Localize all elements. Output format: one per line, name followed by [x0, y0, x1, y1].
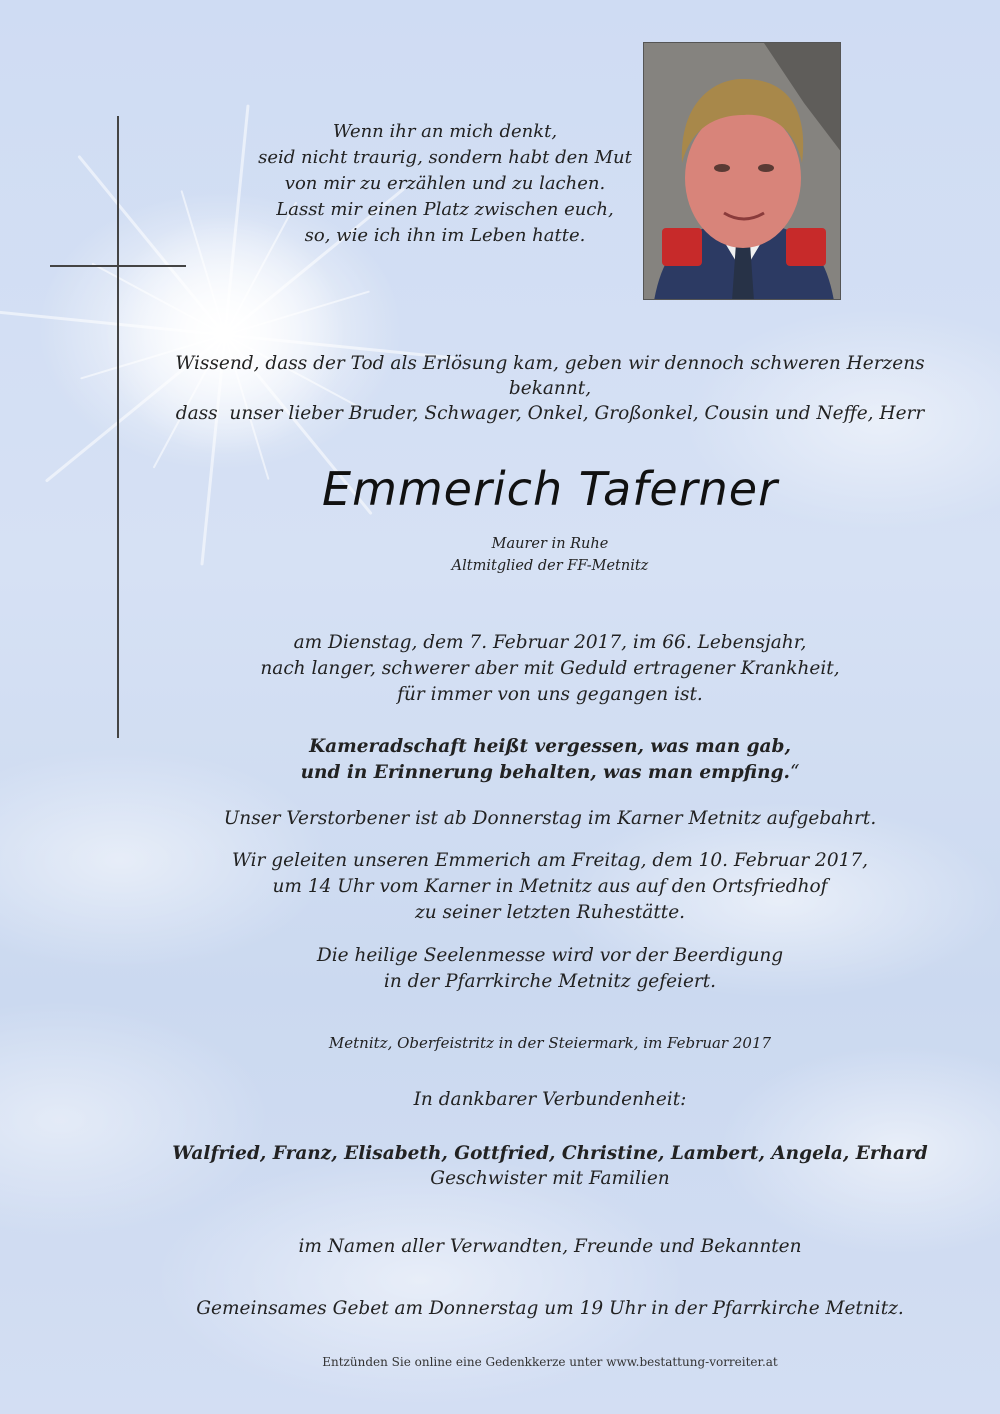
poem-line: so, wie ich ihn im Leben hatte. [304, 225, 586, 246]
poem [210, 119, 680, 249]
death-notice-line: nach langer, schwerer aber mit Geduld ertragener Krankheit, [260, 658, 840, 679]
poem-line: von mir zu erzählen und zu lachen. [284, 173, 606, 194]
deceased-title: Maurer in Ruhe [491, 536, 609, 552]
intro-line: Wissend, dass der Tod als Erlösung kam, geben wir dennoch schweren Herzens bekannt, [175, 353, 925, 399]
poem-line: Lasst mir einen Platz zwischen euch, [276, 199, 614, 220]
death-notice [150, 630, 950, 708]
quote-line: Kameradschaft heißt vergessen, was man gab, [309, 736, 791, 757]
quote-text: und in Erinnerung behalten, was man empfing. [300, 762, 790, 783]
prayer-notice: Gemeinsames Gebet am Donnerstag um 19 Uhr in der Pfarrkirche Metnitz. [196, 1298, 904, 1319]
gratitude-heading: In dankbarer Verbundenheit: [413, 1089, 687, 1110]
funeral-details [150, 848, 950, 926]
place-date: Metnitz, Oberfeistritz in der Steiermark, im Februar 2017 [328, 1034, 772, 1052]
funeral-line: zu seiner letzten Ruhestätte. [414, 902, 686, 923]
cross-vertical-bar [117, 116, 119, 738]
online-candle-footer: Entzünden Sie online eine Gedenkkerze unter www.bestattung-vorreiter.at [322, 1355, 778, 1369]
funeral-line: Wir geleiten unseren Emmerich am Freitag, dem 10. Februar 2017, [231, 850, 869, 871]
death-notice-line: am Dienstag, dem 7. Februar 2017, im 66. Lebensjahr, [293, 632, 807, 653]
deceased-titles [150, 533, 950, 577]
cross-horizontal-bar [50, 265, 186, 267]
mourners-names: Walfried, Franz, Elisabeth, Gottfried, Christine, Lambert, Angela, Erhard [172, 1143, 928, 1164]
deceased-name: Emmerich Taferner [322, 462, 778, 516]
funeral-line: um 14 Uhr vom Karner in Metnitz aus auf den Ortsfriedhof [272, 876, 828, 897]
poem-line: seid nicht traurig, sondern habt den Mut [258, 147, 632, 168]
memorial-quote [150, 734, 950, 786]
quote-close-mark: “ [789, 762, 800, 783]
death-notice-line: für immer von uns gegangen ist. [397, 684, 703, 705]
intro-line: dass unser lieber Bruder, Schwager, Onkel, Großonkel, Cousin und Neffe, Herr [175, 403, 925, 424]
mass-line: Die heilige Seelenmesse wird vor der Beerdigung [316, 945, 784, 966]
relatives-line: im Namen aller Verwandten, Freunde und Bekannten [298, 1236, 802, 1257]
deceased-title: Altmitglied der FF-Metnitz [451, 558, 649, 574]
mass-line: in der Pfarrkirche Metnitz gefeiert. [383, 971, 717, 992]
mass-details [150, 943, 950, 995]
laid-out-notice: Unser Verstorbener ist ab Donnerstag im Karner Metnitz aufgebahrt. [223, 808, 877, 829]
announcement-intro [150, 351, 950, 426]
poem-line: Wenn ihr an mich denkt, [332, 121, 558, 142]
quote-line [150, 760, 950, 786]
mourners-subtitle: Geschwister mit Familien [430, 1168, 670, 1189]
